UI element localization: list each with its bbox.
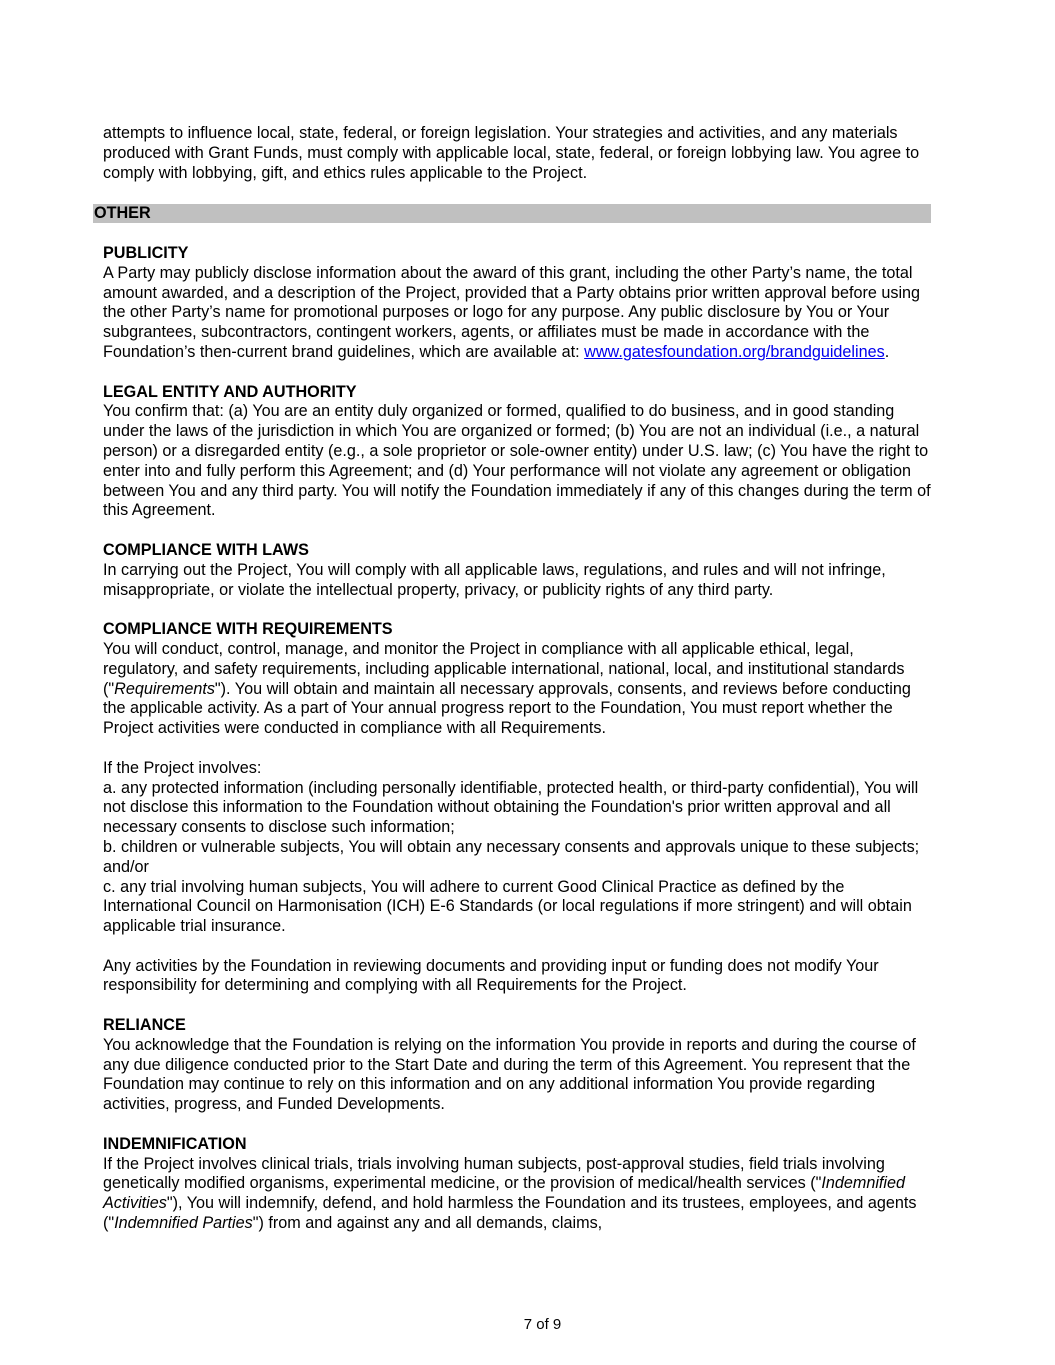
- compliance-requirements-section: [103, 620, 933, 996]
- intro-paragraph: attempts to influence local, state, federal, or foreign legislation. Your strategies and activities, and any materials produced with Grant Funds, must comply with applicable local, state, federal, or foreign lobbying law. You agree to comply with lobbying, gift, and ethics rules applicable to the Project.: [103, 124, 920, 182]
- section-header-other: OTHER: [93, 204, 931, 223]
- indemnification-text-1: If the Project involves clinical trials, trials involving human subjects, post-approval studies, field trials involving genetically modified organisms, experimental medicine, or the provision of medical/health services (": [103, 1154, 885, 1193]
- brand-guidelines-link[interactable]: www.gatesfoundation.org/brandguidelines: [584, 342, 885, 361]
- publicity-text-end: .: [884, 342, 890, 361]
- indemnification-text-3: ") from and against any and all demands, claims,: [252, 1214, 603, 1233]
- indemnified-parties-term: Indemnified Parties: [114, 1214, 253, 1233]
- spacer: [103, 739, 933, 759]
- reliance-body: You acknowledge that the Foundation is relying on the information You provide in reports and during the course of any due diligence conducted prior to the Start Date and during the term of this Agreement. You represent that the Foundation may continue to rely on this information and on any additional information You provide regarding activities, progress, and Funded Developments.: [103, 1035, 916, 1114]
- legal-entity-section: [103, 383, 933, 522]
- page-number: 7 of 9: [523, 1316, 562, 1333]
- requirements-text-2: "). You will obtain and maintain all necessary approvals, consents, and reviews before conducting the applicable activity. As a part of Your annual progress report to the Foundation, You must report whether the Project activities were conducted in compliance with all Requirements.: [103, 679, 911, 738]
- indemnification-title: INDEMNIFICATION: [103, 1134, 247, 1153]
- publicity-title: PUBLICITY: [103, 244, 189, 262]
- indemnification-body: [103, 1155, 933, 1234]
- list-item-a: a. any protected information (including personally identifiable, protected health, or third-party confidential), You will not disclose this information to the Foundation without obtaining the Foundation's prior written approval and all necessary consents to disclose such information;: [103, 778, 919, 837]
- indemnification-text-2: "), You will indemnify, defend, and hold harmless the Foundation and its trustees, employees, and agents (": [103, 1194, 917, 1233]
- list-item-b: b. children or vulnerable subjects, You will obtain any necessary consents and approvals unique to these subjects; and/or: [103, 837, 920, 876]
- reliance-title: RELIANCE: [103, 1016, 186, 1035]
- compliance-requirements-body: [103, 640, 933, 739]
- compliance-laws-section: [103, 541, 933, 600]
- sections-container: [103, 244, 933, 1254]
- compliance-requirements-title: COMPLIANCE WITH REQUIREMENTS: [103, 620, 393, 639]
- legal-entity-body: You confirm that: (a) You are an entity duly organized or formed, qualified to do business, and in good standing under the laws of the jurisdiction in which You are organized or formed; (b) You are not an individual (i.e., a natural person) or a disregarded entity (e.g., a sole proprietor or sole-owner entity) under U.S. law; (c) You have the right to enter into and fully perform this Agreement; and (d) Your performance will not violate any agreement or obligation between You and any third party. You will notify the Foundation immediately if any of this changes during the term of this Agreement.: [103, 402, 931, 520]
- publicity-text: A Party may publicly disclose information about the award of this grant, including the other Party’s name, the total amount awarded, and a description of the Project, provided that a Party obtains prior written approval before using the other Party’s name for promotional purposes or logo for any purpose. Any public disclosure by You or Your subgrantees, subcontractors, contingent workers, agents, or affiliates must be made in accordance with the Foundation’s then-current brand guidelines, which are available at:: [103, 263, 921, 361]
- publicity-body: [103, 264, 933, 363]
- intro-block: [103, 124, 933, 183]
- compliance-laws-body: In carrying out the Project, You will comply with all applicable laws, regulations, and rules and will not infringe, misappropriate, or violate the intellectual property, privacy, or publicity rights of any third party.: [103, 560, 886, 599]
- list-item-c: c. any trial involving human subjects, You will adhere to current Good Clinical Practice as defined by the International Council on Harmonisation (ICH) E-6 Standards (or local regulations if more stringent) and will obtain applicable trial insurance.: [103, 877, 912, 936]
- requirements-text-1: You will conduct, control, manage, and monitor the Project in compliance with all applicable ethical, legal, regulatory, and safety requirements, including applicable international, national, local, and institutional standards (": [103, 639, 905, 698]
- indemnified-activities-term: Indemnified Activities: [103, 1174, 906, 1213]
- indemnification-section: [103, 1135, 933, 1234]
- reliance-section: [103, 1016, 933, 1115]
- requirements-closing: Any activities by the Foundation in reviewing documents and providing input or funding does not modify Your responsibility for determining and complying with all Requirements for the Project.: [103, 956, 879, 995]
- project-involves-intro: If the Project involves:: [103, 758, 262, 777]
- requirements-term: Requirements: [114, 679, 215, 698]
- compliance-laws-title: COMPLIANCE WITH LAWS: [103, 540, 309, 559]
- spacer: [103, 937, 933, 957]
- legal-entity-title: LEGAL ENTITY AND AUTHORITY: [103, 382, 357, 401]
- publicity-section: [103, 244, 933, 363]
